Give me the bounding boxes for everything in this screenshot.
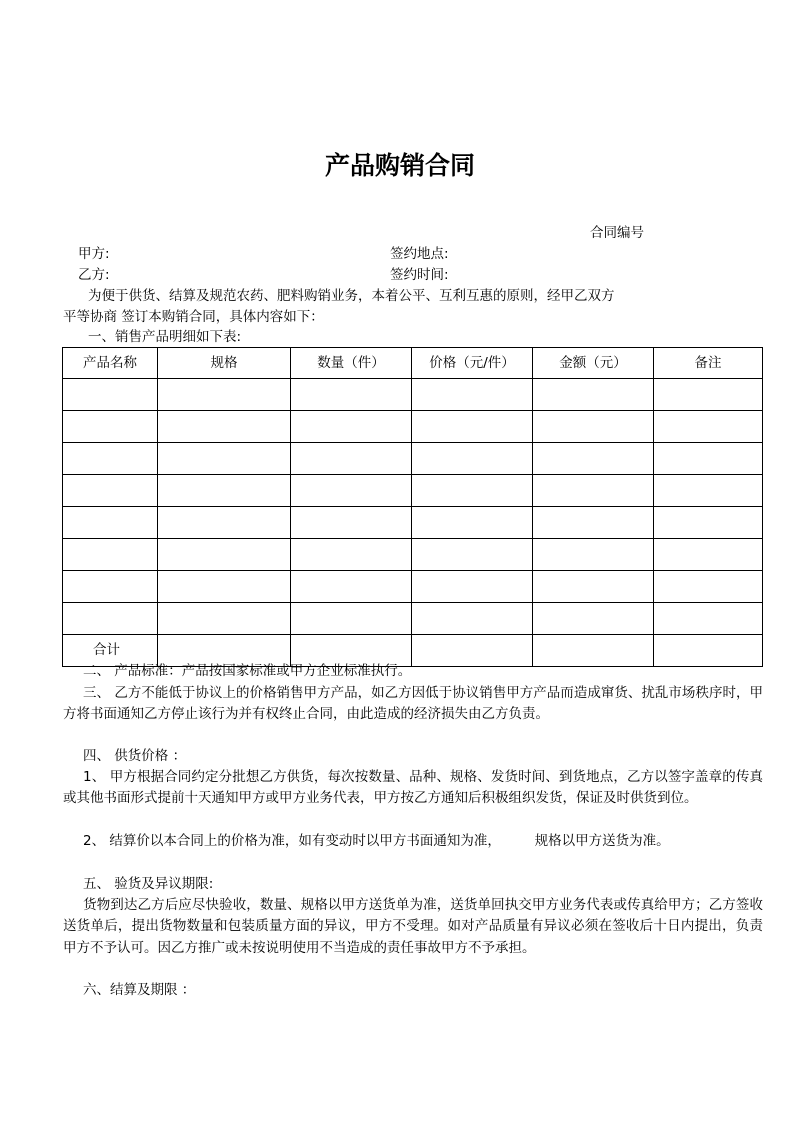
column-header: 价格（元/件）: [412, 348, 533, 379]
section-1-title: 一、销售产品明细如下表:: [88, 329, 242, 345]
column-header: 规格: [158, 348, 291, 379]
section-6-title-text: 六、结算及期限 ：: [83, 982, 196, 998]
party-b-label: 乙方:: [78, 267, 110, 283]
table-cell: [654, 507, 763, 539]
table-cell: [291, 411, 412, 443]
table-cell: [533, 411, 654, 443]
section-5-body: [63, 895, 763, 959]
product-detail-table: [62, 347, 763, 667]
table-cell: [412, 379, 533, 411]
table-cell: [412, 507, 533, 539]
section-4-item-2-text: 2、 结算价以本合同上的价格为准，如有变动时以甲方书面通知为准， 规格以甲方送货为准。: [83, 833, 670, 849]
section-4-title: [63, 746, 763, 767]
table-cell: [158, 571, 291, 603]
table-cell: [533, 379, 654, 411]
table-cell: [412, 443, 533, 475]
table-cell: [533, 571, 654, 603]
section-3: [63, 683, 763, 726]
table-cell: [63, 411, 158, 443]
table-cell: [654, 411, 763, 443]
column-header: 数量（件）: [291, 348, 412, 379]
table-cell: [63, 603, 158, 635]
table-cell: [654, 443, 763, 475]
table-cell: [291, 571, 412, 603]
table-cell: [63, 507, 158, 539]
table-cell: [533, 539, 654, 571]
section-4-item-1: [63, 767, 763, 810]
table-row: [63, 571, 763, 603]
table-cell: [654, 603, 763, 635]
table-cell: [158, 539, 291, 571]
total-label: 合计: [63, 635, 158, 667]
table-cell: [533, 603, 654, 635]
section-4-title-text: 四、 供货价格 ：: [83, 748, 187, 764]
section-2: [63, 661, 763, 682]
section-4-item-2: [63, 831, 763, 852]
section-2-text: 二、 产品标准：产品按国家标准或甲方企业标准执行。: [83, 663, 412, 679]
table-cell: [412, 571, 533, 603]
section-5-body-text: 货物到达乙方后应尽快验收，数量、规格以甲方送货单为准，送货单回执交甲方业务代表或传真给甲方；乙方签收送货单后，提出货物数量和包装质量方面的异议，甲方不受理。如对产品质量有异议必须在签收后十日内提出，负责甲方不予认可。因乙方推广或未按说明使用不当造成的责任事故甲方不予承担。: [63, 897, 763, 956]
section-5-title-text: 五、 验货及异议期限:: [83, 876, 214, 892]
table-cell: [412, 603, 533, 635]
section-4-item-1-text: 1、 甲方根据合同约定分批想乙方供货，每次按数量、品种、规格、发货时间、到货地点，乙方以签字盖章的传真或其他书面形式提前十天通知甲方或甲方业务代表，甲方按乙方通知后积极组织发货，保证及时供货到位。: [63, 769, 763, 807]
table-cell: [291, 603, 412, 635]
table-cell: [412, 539, 533, 571]
table-cell: [63, 539, 158, 571]
intro-line-2: 平等协商 签订本购销合同，具体内容如下：: [63, 309, 324, 325]
table-row: [63, 539, 763, 571]
section-5-title: [63, 874, 763, 895]
contract-number-label: 合同编号: [590, 225, 644, 241]
column-header: 金额（元）: [533, 348, 654, 379]
table-row: [63, 475, 763, 507]
intro-line-1: 为便于供货、结算及规范农药、肥料购销业务，本着公平、互利互惠的原则，经甲乙双方: [88, 288, 615, 304]
table-cell: [533, 507, 654, 539]
sign-place-label: 签约地点:: [390, 246, 449, 262]
column-header: 备注: [654, 348, 763, 379]
table-cell: [412, 411, 533, 443]
table-cell: [291, 507, 412, 539]
table-cell: [158, 411, 291, 443]
table-cell: [158, 507, 291, 539]
table-cell: [533, 443, 654, 475]
table-cell: [533, 475, 654, 507]
table-cell: [412, 475, 533, 507]
table-row: [63, 379, 763, 411]
section-6-title: [63, 980, 763, 1001]
table-row: [63, 411, 763, 443]
contract-title: 产品购销合同: [324, 151, 475, 180]
column-header: 产品名称: [63, 348, 158, 379]
table-cell: [158, 379, 291, 411]
table-cell: [63, 443, 158, 475]
sign-time-label: 签约时间:: [390, 267, 449, 283]
table-row: [63, 443, 763, 475]
section-3-text: 三、 乙方不能低于协议上的价格销售甲方产品，如乙方因低于协议销售甲方产品而造成窜货、扰乱市场秩序时，甲方将书面通知乙方停止该行为并有权终止合同，由此造成的经济损失由乙方负责。: [63, 685, 763, 723]
table-row: [63, 603, 763, 635]
table-cell: [63, 379, 158, 411]
party-a-label: 甲方:: [78, 246, 110, 262]
table-cell: [291, 379, 412, 411]
table-header-row: [63, 348, 763, 379]
table-cell: [654, 475, 763, 507]
table-cell: [291, 443, 412, 475]
table-cell: [63, 571, 158, 603]
table-cell: [291, 539, 412, 571]
table-cell: [654, 539, 763, 571]
table-cell: [158, 603, 291, 635]
table-cell: [158, 475, 291, 507]
table-cell: [654, 379, 763, 411]
table-cell: [291, 475, 412, 507]
table-row: [63, 507, 763, 539]
table-cell: [63, 475, 158, 507]
table-cell: [654, 571, 763, 603]
table-cell: [158, 443, 291, 475]
